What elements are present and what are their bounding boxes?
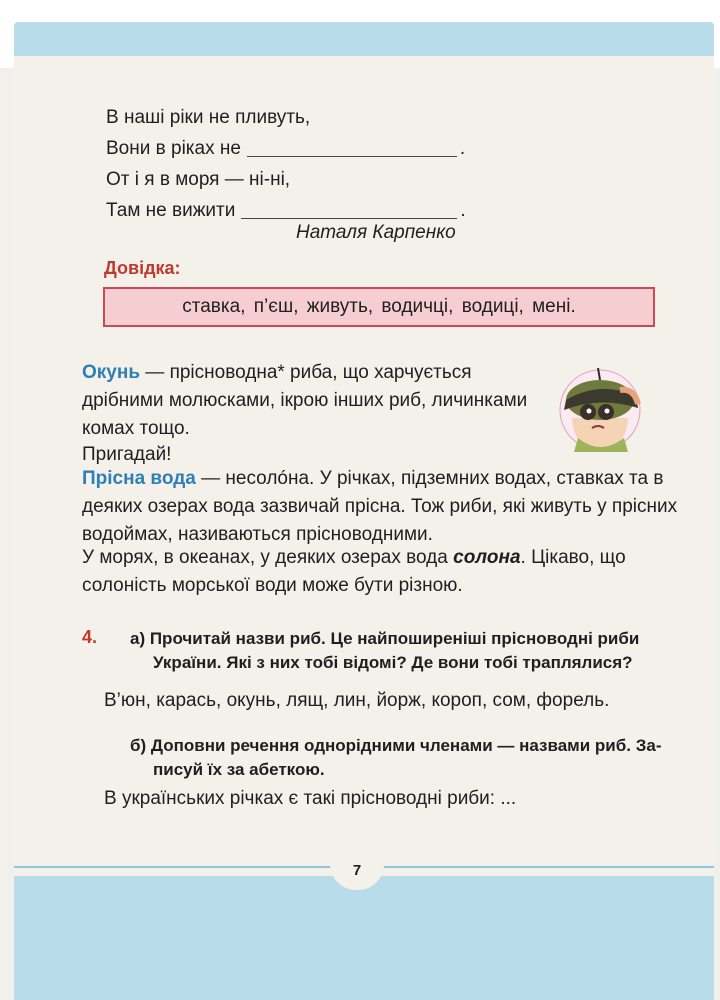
reference-words: ставка, п’єш, живуть, водичці, водиці, мені. — [182, 296, 576, 317]
task-a-instruction: а) Прочитай назви риб. Це найпоширеніші прісноводні риби України. Які з них тобі відомі? Де вони тобі траплялися? — [130, 629, 640, 672]
recall-heading: Пригадай! — [82, 444, 172, 465]
poem-line-4: Там не вижити . — [106, 200, 466, 221]
sea-water-paragraph: У морях, в океанах, у деяких озерах вода солона. Цікаво, що солоність морської води може бути різною. — [82, 547, 626, 596]
fresh-water-term: Прісна вода — [82, 468, 196, 489]
fresh-water-paragraph: Прісна вода — несолóна. У річках, підземних водах, ставках та в деяких озерах вода зазвичай прісна. Тож риби, які живуть у прісних водоймах, називаються прісноводними. — [82, 468, 678, 545]
poem-line-1: В наші ріки не пливуть, — [106, 107, 311, 128]
okun-term: Окунь — [82, 362, 141, 383]
okun-paragraph: Окунь — прісноводна* риба, що харчується дрібними молюсками, ікрою інших риб, личинками комах тощо. — [82, 362, 528, 439]
salty-emphasis: солона — [453, 547, 521, 568]
poem-line-3: От і я в моря — ні-ні, — [106, 169, 291, 190]
reference-box — [103, 287, 655, 327]
poem-line-2: Вони в ріках не . — [106, 138, 466, 159]
page-number: 7 — [330, 850, 384, 890]
sentence-to-complete: В українських річках є такі прісноводні риби: ... — [104, 788, 517, 809]
fish-list: В’юн, карась, окунь, лящ, лин, йорж, короп, сом, форель. — [104, 690, 610, 711]
footer-bar — [14, 876, 714, 1000]
task-number: 4. — [82, 627, 98, 647]
poem — [106, 102, 466, 226]
reference-label: Довідка: — [104, 258, 181, 278]
fill-in-blank-1[interactable] — [247, 140, 457, 157]
boy-in-cap-illustration — [548, 360, 658, 452]
task-b-instruction: б) Доповни речення однорідними членами — назвами риб. За- писуй їх за абеткою. — [130, 736, 662, 779]
fill-in-blank-2[interactable] — [241, 202, 457, 219]
poem-author: Наталя Карпенко — [296, 222, 456, 243]
